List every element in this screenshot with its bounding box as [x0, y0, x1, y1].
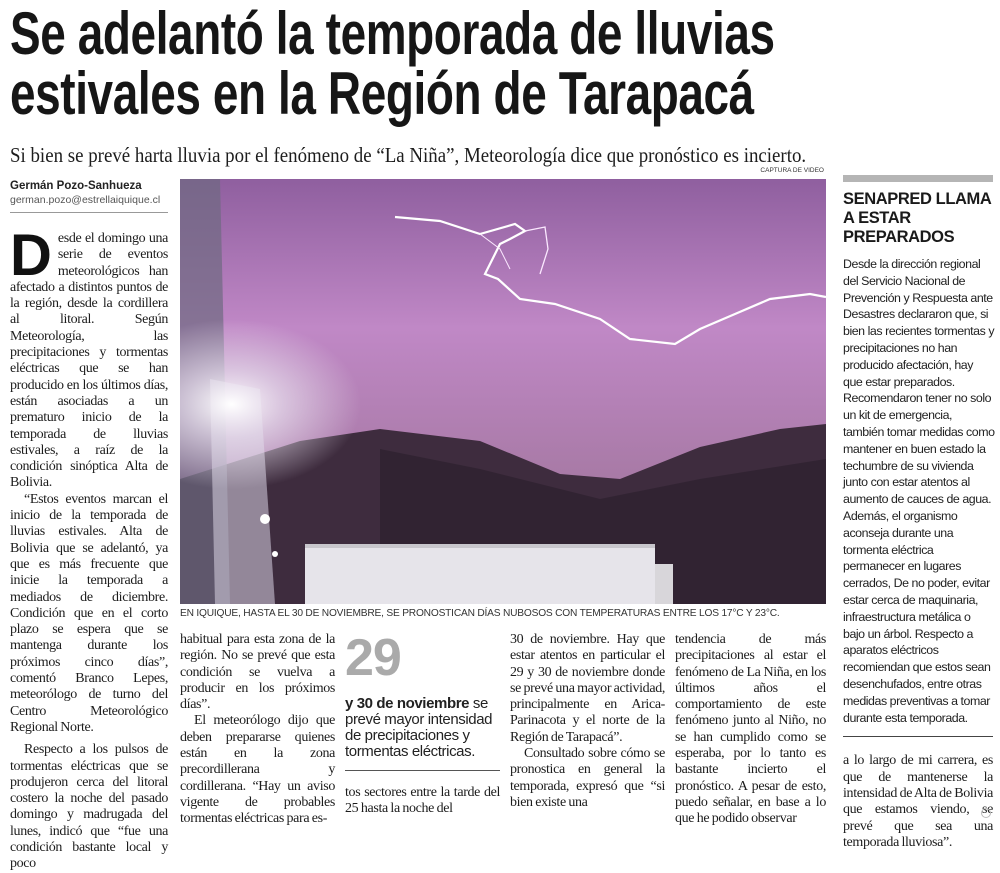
photo-credit: CAPTURA DE VIDEO: [760, 167, 824, 174]
factbox: [345, 628, 500, 818]
article-column-3: [345, 785, 500, 818]
sidebar-paragraph: Recomendaron tener no solo un kit de emergencia, también tomar medidas como mantener en buen estado la techumbre de su vivienda junto con estar atentos al aumento de cauces de agua. Además, el organismo aconseja durante una tormenta eléctrica permanecer en lugares cerrados, De no poder, evitar estar cerca de maquinaria, infraestructura metálica o bajo un árbol. Respecto a aparatos eléctricos recomiendan que estos sean desenchufados, entre otras medidas preventivas a tomar durante esta temporada.: [843, 391, 995, 725]
lightning-photo-image: [180, 179, 826, 604]
headline: [10, 0, 928, 127]
article-paragraph: esde el domingo una serie de eventos meteorológicos han afectado a distintos puntos de la región, desde la cordillera al litoral. Según Meteorología, las precipitaciones y tormentas eléctricas que se han producido en los últimos días, están asociadas a un prematuro inicio de la temporada de lluvias estivales, a raíz de la condición sinóptica Alta de Bolivia.: [10, 231, 168, 491]
article-column-2: [180, 632, 335, 828]
photo-caption: EN IQUIQUE, HASTA EL 30 DE NOVIEMBRE, SE PRONOSTICAN DÍAS NUBOSOS CON TEMPERATURAS ENTRE LOS 17°C Y 23°C.: [180, 608, 780, 619]
factbox-bold: y 30 de noviembre: [345, 695, 470, 712]
article-paragraph: a lo largo de mi carrera, es que de mantenerse la intensidad de Alta de Bolivia que estamos viendo, se prevé que sea una temporada lluviosa”.: [843, 753, 993, 850]
sidebar: [843, 175, 995, 851]
headline-line: estivales en la Región de Tarapacá: [10, 60, 754, 127]
article-paragraph: Consultado sobre cómo se pronostica en general la temporada, expresó que “si bien existe una: [510, 746, 665, 810]
factbox-body: se prevé mayor intensidad de precipitaciones y tormentas eléctricas.: [345, 695, 493, 760]
headline-line: Se adelantó la temporada de lluvias: [10, 0, 775, 67]
author-name: Germán Pozo-Sanhueza: [10, 180, 142, 192]
article-column-4: [510, 632, 665, 811]
factbox-divider: [345, 770, 500, 771]
byline-divider: [10, 212, 168, 213]
subtitle: Si bien se prevé harta lluvia por el fenómeno de “La Niña”, Meteorología dice que pronóstico es incierto.: [10, 143, 807, 167]
article-paragraph: tendencia de más precipitaciones al estar el fenómeno de La Niña, en los últimos años el comportamiento de este fenómeno junto al Niño, no se han cumplido como se esperaba, por lo tanto es bastante incierto el pronóstico. A pesar de esto, puedo señalar, en base a lo que he podido observar: [675, 632, 826, 827]
article-column-5: [675, 632, 826, 828]
article-paragraph: tos sectores entre la tarde del 25 hasta la noche del: [345, 785, 500, 817]
article-paragraph: El meteorólogo dijo que deben prepararse quienes están en la zona precordillerana y cordillerana. “Hay un aviso vigente de probables tormentas eléctricas para es-: [180, 713, 335, 827]
sidebar-title: SENAPRED LLAMA A ESTAR PREPARADOS: [843, 190, 991, 246]
author-email[interactable]: german.pozo@estrellaiquique.cl: [10, 194, 161, 206]
end-mark-icon: [981, 808, 991, 818]
drop-cap: D: [10, 223, 52, 288]
sidebar-divider: [843, 736, 993, 737]
sidebar-accent-bar: [843, 175, 993, 182]
article-paragraph: habitual para esta zona de la región. No se prevé que esta condición se vuelva a producir en los próximos días”.: [180, 632, 335, 713]
article-column-1: [10, 223, 168, 873]
article-column-6: [843, 753, 993, 851]
article-paragraph: “Estos eventos marcan el inicio de la temporada de lluvias estivales. Alta de Bolivia que se adelantó, ya que es más frecuente que inicie la temporada a mediados de diciembre. Condición que en el corto plazo se espera que se mantenga durante los próximos cinco días”, comentó Branco Lepes, meteorólogo de turno del Centro Meteorológico Regional Norte.: [10, 491, 168, 735]
sidebar-body: [843, 256, 995, 726]
factbox-text: [345, 696, 500, 760]
factbox-number: 29: [345, 629, 401, 687]
article-paragraph: Respecto a los pulsos de tormentas eléctricas que se produjeron cerca del litoral costero la noche del pasado domingo y madrugada del lunes, indicó que “fue una condición bastante local y poco: [10, 742, 168, 872]
lightning-photo: [180, 179, 826, 604]
sidebar-paragraph: Desde la dirección regional del Servicio Nacional de Prevención y Respuesta ante Desastres declararon que, si bien las recientes tormentas y precipitaciones no han producido afectación, hay que estar preparados.: [843, 257, 995, 389]
article-paragraph: 30 de noviembre. Hay que estar atentos en particular el 29 y 30 de noviembre donde se prevé una mayor actividad, principalmente en Arica-Parinacota y el norte de la Región de Tarapacá”.: [510, 632, 665, 745]
